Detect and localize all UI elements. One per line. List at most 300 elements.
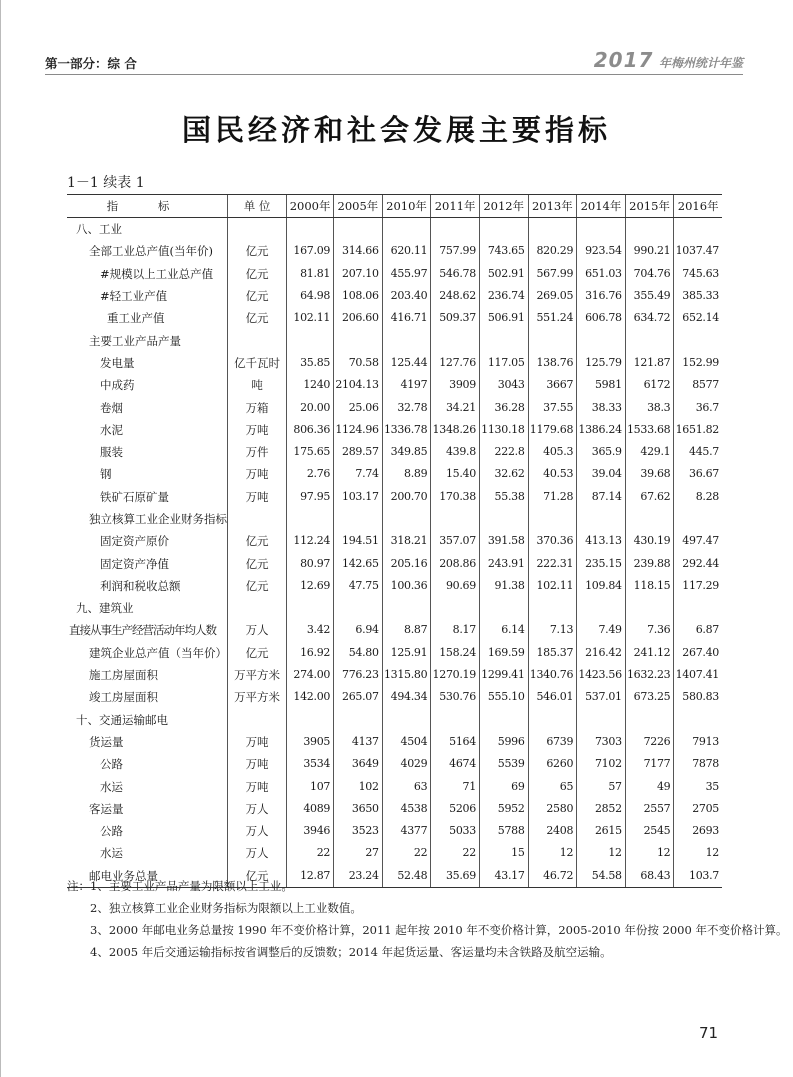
header-year: 2012年	[479, 195, 528, 218]
indicator-value: 8577	[674, 374, 722, 396]
indicator-value: 107	[287, 775, 334, 797]
footnote: 3、2000 年邮电业务总量按 1990 年不变价格计算，2011 起年按 2010 年不变价格计算，2005-2010 年份按 2000 年不变价格计算。	[90, 923, 788, 937]
indicator-value: 4377	[382, 820, 431, 842]
indicator-value: 15	[479, 842, 528, 864]
indicator-value: 12.69	[287, 575, 334, 597]
indicator-value: 391.58	[479, 530, 528, 552]
indicator-value: 5539	[479, 753, 528, 775]
indicator-value: 47.75	[334, 575, 383, 597]
header-year: 2000年	[287, 195, 334, 218]
indicator-value: 1407.41	[674, 664, 722, 686]
indicator-value: 530.76	[431, 686, 480, 708]
indicator-value	[674, 218, 722, 241]
indicator-value	[287, 508, 334, 530]
header-year: 2016年	[674, 195, 722, 218]
indicator-value: 205.16	[382, 552, 431, 574]
indicator-unit	[228, 597, 287, 619]
table-row	[67, 329, 722, 351]
indicator-name: 铁矿石原矿量	[100, 489, 169, 504]
indicator-name: 货运量	[89, 734, 124, 749]
indicator-unit: 万吨	[228, 731, 287, 753]
indicator-unit: 亿元	[228, 865, 287, 888]
indicator-value: 25.06	[334, 396, 383, 418]
header-indicator: 指 标	[67, 195, 228, 218]
indicator-name: 发电量	[100, 355, 135, 370]
indicator-value: 555.10	[479, 686, 528, 708]
indicator-value: 36.28	[479, 396, 528, 418]
indicator-value: 652.14	[674, 307, 722, 329]
indicator-value: 365.9	[577, 441, 626, 463]
table-row	[67, 731, 722, 753]
indicator-value: 3043	[479, 374, 528, 396]
indicator-name: 公路	[100, 824, 123, 839]
indicator-value: 1632.23	[625, 664, 674, 686]
indicator-name: 公路	[100, 757, 123, 772]
indicator-unit: 万件	[228, 441, 287, 463]
indicator-value	[287, 597, 334, 619]
indicator-value: 102.11	[287, 307, 334, 329]
indicator-value	[528, 709, 577, 731]
indicator-value: 34.21	[431, 396, 480, 418]
indicator-value: 2580	[528, 798, 577, 820]
indicator-value: 439.8	[431, 441, 480, 463]
table-row	[67, 552, 722, 574]
indicator-value: 38.3	[625, 396, 674, 418]
indicator-value: 314.66	[334, 240, 383, 262]
indicator-value	[334, 329, 383, 351]
indicator-name: 服装	[100, 445, 123, 460]
indicator-value: 6.87	[674, 619, 722, 641]
indicator-value: 3946	[287, 820, 334, 842]
indicator-value	[479, 508, 528, 530]
indicator-value: 546.01	[528, 686, 577, 708]
indicator-name: 十、交通运输邮电	[76, 712, 168, 727]
indicator-value: 35	[674, 775, 722, 797]
indicator-value: 2557	[625, 798, 674, 820]
indicator-value: 5033	[431, 820, 480, 842]
indicator-value	[479, 597, 528, 619]
indicator-value	[625, 218, 674, 241]
indicator-value	[431, 329, 480, 351]
table-row	[67, 664, 722, 686]
indicator-name: 钢	[100, 467, 112, 482]
indicator-value: 108.06	[334, 285, 383, 307]
indicator-unit: 万吨	[228, 463, 287, 485]
indicator-unit: 万吨	[228, 775, 287, 797]
indicator-value: 57	[577, 775, 626, 797]
indicator-value: 3649	[334, 753, 383, 775]
indicator-name: #轻工业产值	[100, 289, 168, 304]
indicator-name: 施工房屋面积	[89, 668, 158, 683]
indicator-value: 125.44	[382, 352, 431, 374]
indicator-value: 2615	[577, 820, 626, 842]
indicator-unit: 亿元	[228, 240, 287, 262]
indicator-value	[577, 508, 626, 530]
table-row	[67, 508, 722, 530]
indicator-name: 邮电业务总量	[67, 865, 228, 888]
indicator-unit: 亿元	[228, 285, 287, 307]
indicator-value: 235.15	[577, 552, 626, 574]
indicator-value: 203.40	[382, 285, 431, 307]
indicator-unit: 万平方米	[228, 664, 287, 686]
indicator-value: 8.28	[674, 486, 722, 508]
indicator-unit	[228, 329, 287, 351]
indicator-value	[334, 218, 383, 241]
indicator-value: 125.91	[382, 642, 431, 664]
indicator-value	[479, 329, 528, 351]
indicator-value: 71	[431, 775, 480, 797]
indicator-value: 15.40	[431, 463, 480, 485]
footnote: 2、独立核算工业企业财务指标为限额以上工业数值。	[90, 901, 362, 915]
indicator-value	[382, 597, 431, 619]
indicator-value	[287, 329, 334, 351]
indicator-value: 580.83	[674, 686, 722, 708]
indicator-value: 316.76	[577, 285, 626, 307]
indicator-value: 7303	[577, 731, 626, 753]
indicator-value	[382, 508, 431, 530]
indicator-unit: 万平方米	[228, 686, 287, 708]
indicator-value: 2693	[674, 820, 722, 842]
indicator-value: 606.78	[577, 307, 626, 329]
indicator-value: 102.11	[528, 575, 577, 597]
indicator-unit: 亿元	[228, 307, 287, 329]
indicator-value	[625, 329, 674, 351]
indicator-value: 416.71	[382, 307, 431, 329]
indicator-value	[674, 329, 722, 351]
indicator-value: 267.40	[674, 642, 722, 664]
indicator-value: 6172	[625, 374, 674, 396]
indicator-value: 118.15	[625, 575, 674, 597]
indicator-value: 236.74	[479, 285, 528, 307]
indicator-value: 91.38	[479, 575, 528, 597]
table-header-row	[67, 195, 722, 218]
indicator-name: 独立核算工业企业财务指标	[89, 512, 227, 526]
indicator-value: 2408	[528, 820, 577, 842]
indicator-value: 497.47	[674, 530, 722, 552]
indicator-value: 1240	[287, 374, 334, 396]
table-caption: 1－1 续表 1	[67, 175, 145, 191]
indicator-value: 216.42	[577, 642, 626, 664]
indicator-value: 4504	[382, 731, 431, 753]
indicator-value: 3650	[334, 798, 383, 820]
indicator-value: 32.78	[382, 396, 431, 418]
indicator-value: 743.65	[479, 240, 528, 262]
indicator-value	[382, 709, 431, 731]
indicator-value: 1336.78	[382, 419, 431, 441]
indicator-name: 水运	[100, 779, 123, 794]
indicator-name: 固定资产净值	[100, 556, 169, 571]
indicator-value: 40.53	[528, 463, 577, 485]
indicator-value: 546.78	[431, 263, 480, 285]
indicator-name: 直接从事生产经营活动年均人数	[69, 623, 216, 638]
indicator-value: 1037.47	[674, 240, 722, 262]
indicator-value	[479, 709, 528, 731]
indicator-name: 八、工业	[76, 222, 122, 237]
indicator-name: 利润和税收总额	[100, 578, 181, 593]
indicator-value	[382, 218, 431, 241]
indicator-unit: 万人	[228, 842, 287, 864]
running-header	[45, 48, 743, 75]
indicator-value	[528, 329, 577, 351]
indicator-unit: 万人	[228, 820, 287, 842]
indicator-value: 90.69	[431, 575, 480, 597]
page-edge	[0, 0, 1, 1077]
indicator-value: 7913	[674, 731, 722, 753]
indicator-value	[431, 508, 480, 530]
indicator-value: 2.76	[287, 463, 334, 485]
indicator-unit: 亿千瓦时	[228, 352, 287, 374]
indicator-value: 63	[382, 775, 431, 797]
indicator-value: 200.70	[382, 486, 431, 508]
indicator-value: 745.63	[674, 263, 722, 285]
indicator-value: 175.65	[287, 441, 334, 463]
indicator-value: 537.01	[577, 686, 626, 708]
indicator-value: 1340.76	[528, 664, 577, 686]
indicator-value	[334, 508, 383, 530]
indicator-value: 243.91	[479, 552, 528, 574]
table-row	[67, 820, 722, 842]
indicator-value: 35.69	[431, 865, 480, 888]
table-row	[67, 463, 722, 485]
indicator-value	[431, 709, 480, 731]
indicator-value: 248.62	[431, 285, 480, 307]
indicator-value: 1386.24	[577, 419, 626, 441]
indicator-value: 20.00	[287, 396, 334, 418]
indicator-value	[334, 597, 383, 619]
indicator-value: 194.51	[334, 530, 383, 552]
indicator-value: 445.7	[674, 441, 722, 463]
indicator-value: 170.38	[431, 486, 480, 508]
indicator-name: 建筑企业总产值（当年价）	[89, 645, 227, 660]
indicator-value: 5788	[479, 820, 528, 842]
indicator-value: 27	[334, 842, 383, 864]
indicator-value	[431, 597, 480, 619]
indicator-value: 370.36	[528, 530, 577, 552]
indicator-name: 主要工业产品产量	[89, 333, 181, 348]
indicator-value: 429.1	[625, 441, 674, 463]
indicator-value	[382, 329, 431, 351]
indicator-value: 6.94	[334, 619, 383, 641]
indicator-name: 客运量	[89, 801, 124, 816]
table-row	[67, 218, 722, 241]
indicator-value: 22	[382, 842, 431, 864]
indicator-value: 22	[431, 842, 480, 864]
table-row	[67, 441, 722, 463]
indicator-value: 1315.80	[382, 664, 431, 686]
indicator-value: 121.87	[625, 352, 674, 374]
indicator-value: 169.59	[479, 642, 528, 664]
indicator-value: 52.48	[382, 865, 431, 888]
indicator-value	[625, 709, 674, 731]
header-year: 2005年	[334, 195, 383, 218]
indicator-value: 2705	[674, 798, 722, 820]
indicator-value: 1179.68	[528, 419, 577, 441]
indicator-unit: 亿元	[228, 530, 287, 552]
indicator-value: 1124.96	[334, 419, 383, 441]
indicator-value: 117.29	[674, 575, 722, 597]
table-row	[67, 642, 722, 664]
indicator-value: 206.60	[334, 307, 383, 329]
indicator-value: 5206	[431, 798, 480, 820]
indicator-value: 7.13	[528, 619, 577, 641]
indicator-value: 35.85	[287, 352, 334, 374]
indicator-unit: 亿元	[228, 642, 287, 664]
table-row	[67, 619, 722, 641]
indicator-value: 43.17	[479, 865, 528, 888]
indicator-value: 54.80	[334, 642, 383, 664]
table-row	[67, 240, 722, 262]
indicator-value	[528, 508, 577, 530]
indicator-value: 923.54	[577, 240, 626, 262]
indicator-value: 69	[479, 775, 528, 797]
indicator-value: 385.33	[674, 285, 722, 307]
indicator-value: 1130.18	[479, 419, 528, 441]
indicator-value: 12	[674, 842, 722, 864]
indicator-value: 757.99	[431, 240, 480, 262]
indicator-value: 3534	[287, 753, 334, 775]
indicator-value: 349.85	[382, 441, 431, 463]
indicator-value: 1299.41	[479, 664, 528, 686]
indicator-value	[528, 597, 577, 619]
indicator-value: 1348.26	[431, 419, 480, 441]
indicator-value: 103.17	[334, 486, 383, 508]
indicator-unit: 万吨	[228, 419, 287, 441]
indicator-value: 12.87	[287, 865, 334, 888]
indicator-value: 651.03	[577, 263, 626, 285]
indicator-value: 4538	[382, 798, 431, 820]
table-row	[67, 486, 722, 508]
yearbook-name: 年梅州统计年鉴	[658, 56, 743, 70]
footnote: 4、2005 年后交通运输指标按省调整后的反馈数；2014 年起货运量、客运量均未含铁路及航空运输。	[90, 945, 612, 959]
indicator-value: 32.62	[479, 463, 528, 485]
indicator-value: 455.97	[382, 263, 431, 285]
indicator-value: 23.24	[334, 865, 383, 888]
indicator-unit: 万吨	[228, 753, 287, 775]
indicator-value: 46.72	[528, 865, 577, 888]
indicator-value: 673.25	[625, 686, 674, 708]
indicator-value: 7878	[674, 753, 722, 775]
indicator-value	[577, 218, 626, 241]
page-number: 71	[699, 1024, 719, 1042]
indicator-value: 39.68	[625, 463, 674, 485]
indicator-value: 806.36	[287, 419, 334, 441]
indicator-value: 6260	[528, 753, 577, 775]
indicator-name: 卷烟	[100, 400, 123, 415]
indicator-value	[577, 329, 626, 351]
indicator-value: 97.95	[287, 486, 334, 508]
table-row	[67, 307, 722, 329]
indicator-value: 39.04	[577, 463, 626, 485]
yearbook-title	[594, 48, 743, 72]
indicator-value: 7.74	[334, 463, 383, 485]
indicator-value: 37.55	[528, 396, 577, 418]
indicator-value: 274.00	[287, 664, 334, 686]
indicator-value: 207.10	[334, 263, 383, 285]
indicator-value: 3.42	[287, 619, 334, 641]
indicator-value: 820.29	[528, 240, 577, 262]
indicator-value	[674, 508, 722, 530]
indicator-name: 全部工业总产值(当年价)	[89, 244, 213, 259]
indicator-value: 5164	[431, 731, 480, 753]
indicator-value: 3523	[334, 820, 383, 842]
table-row	[67, 396, 722, 418]
indicator-value: 318.21	[382, 530, 431, 552]
footnotes	[67, 875, 787, 963]
indicator-value	[334, 709, 383, 731]
indicator-value: 80.97	[287, 552, 334, 574]
indicator-value: 102	[334, 775, 383, 797]
header-year: 2014年	[577, 195, 626, 218]
header-year: 2011年	[431, 195, 480, 218]
indicator-value: 7226	[625, 731, 674, 753]
table-row	[67, 263, 722, 285]
indicator-value: 127.76	[431, 352, 480, 374]
indicator-value: 8.89	[382, 463, 431, 485]
indicator-value	[287, 218, 334, 241]
indicator-value: 8.17	[431, 619, 480, 641]
page-title: 国民经济和社会发展主要指标	[181, 113, 611, 147]
indicator-value: 36.67	[674, 463, 722, 485]
indicator-name: 九、建筑业	[76, 601, 134, 616]
indicator-value: 2104.13	[334, 374, 383, 396]
indicator-name: 竣工房屋面积	[89, 690, 158, 705]
indicator-value: 49	[625, 775, 674, 797]
table-row	[67, 597, 722, 619]
indicator-unit: 亿元	[228, 263, 287, 285]
indicator-value: 158.24	[431, 642, 480, 664]
indicator-value: 71.28	[528, 486, 577, 508]
indicator-value: 87.14	[577, 486, 626, 508]
indicator-value	[479, 218, 528, 241]
indicator-value: 1423.56	[577, 664, 626, 686]
indicator-value: 12	[625, 842, 674, 864]
indicator-value: 4197	[382, 374, 431, 396]
indicator-value: 4674	[431, 753, 480, 775]
table-row	[67, 709, 722, 731]
indicator-unit: 吨	[228, 374, 287, 396]
indicator-value: 620.11	[382, 240, 431, 262]
indicator-value	[674, 597, 722, 619]
indicator-value: 1270.19	[431, 664, 480, 686]
indicator-value: 68.43	[625, 865, 674, 888]
table-row	[67, 686, 722, 708]
indicator-value: 12	[528, 842, 577, 864]
table-row	[67, 775, 722, 797]
indicator-value: 67.62	[625, 486, 674, 508]
indicator-value: 65	[528, 775, 577, 797]
indicator-value: 990.21	[625, 240, 674, 262]
indicator-value: 7.49	[577, 619, 626, 641]
indicator-value: 12	[577, 842, 626, 864]
indicator-value: 430.19	[625, 530, 674, 552]
indicator-name: 中成药	[100, 378, 135, 393]
indicator-value: 125.79	[577, 352, 626, 374]
indicator-value: 551.24	[528, 307, 577, 329]
indicator-unit	[228, 709, 287, 731]
indicator-value: 5952	[479, 798, 528, 820]
indicator-value: 54.58	[577, 865, 626, 888]
indicator-value: 506.91	[479, 307, 528, 329]
indicator-value: 138.76	[528, 352, 577, 374]
indicator-value: 100.36	[382, 575, 431, 597]
indicator-value: 509.37	[431, 307, 480, 329]
table-row	[67, 575, 722, 597]
indicator-value: 776.23	[334, 664, 383, 686]
indicator-value: 8.87	[382, 619, 431, 641]
indicator-value: 3909	[431, 374, 480, 396]
indicator-value: 142.65	[334, 552, 383, 574]
table-body	[67, 218, 722, 888]
